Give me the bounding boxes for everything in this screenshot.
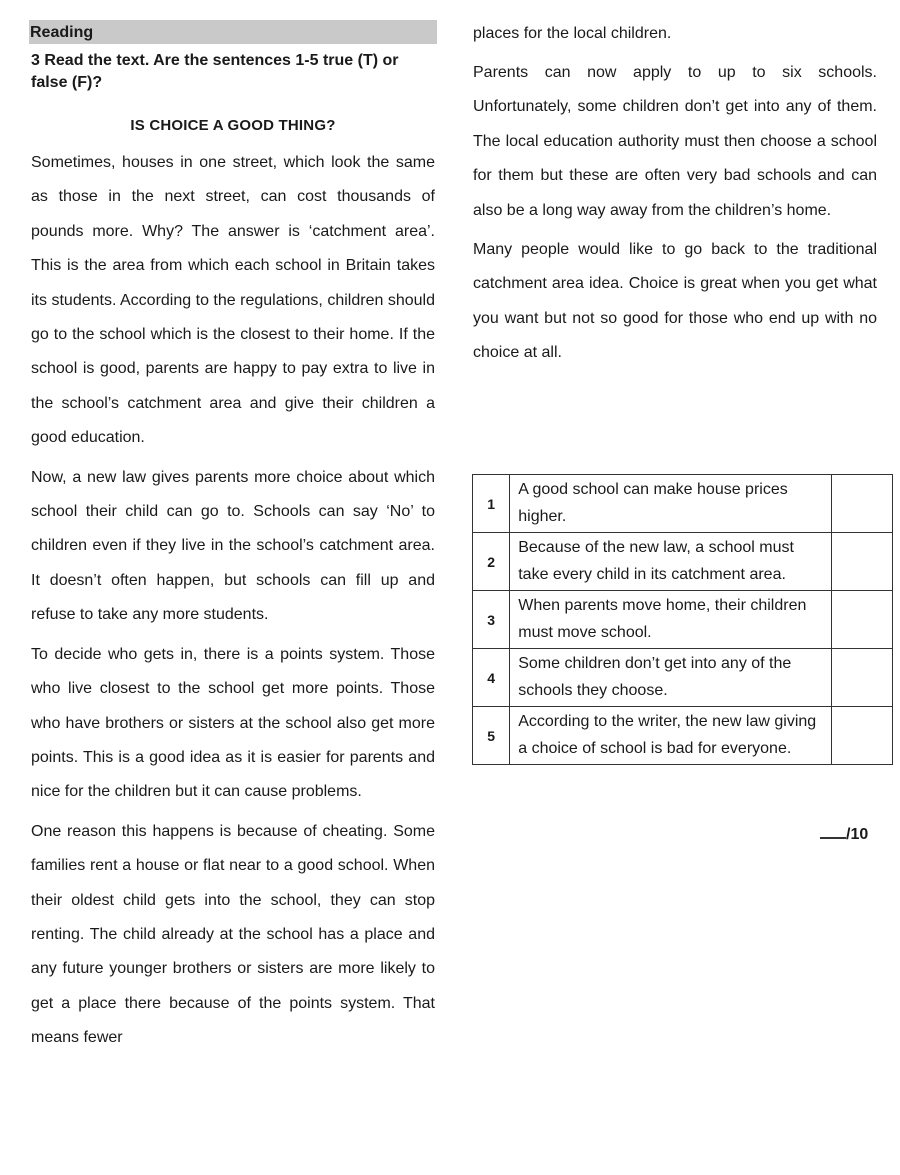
article-paragraph: To decide who gets in, there is a points system. Those who live closest to the school get more points. Those who have brothers or sisters at the school also get more points. This is a good idea as it is easier for parents and nice for the children but it can cause problems.: [31, 645, 435, 801]
article-paragraph: Many people would like to go back to the traditional catchment area idea. Choice is great when you get what you want but not so good for those who end up with no choice at all.: [473, 241, 877, 362]
question-row: [473, 475, 893, 533]
score-box: [820, 823, 868, 844]
score-total: /10: [846, 826, 869, 843]
answer-cell[interactable]: [831, 591, 892, 649]
question-statement: A good school can make house prices higher.: [510, 475, 831, 533]
question-statement: According to the writer, the new law giving a choice of school is bad for everyone.: [510, 707, 831, 765]
article-title: IS CHOICE A GOOD THING?: [130, 117, 336, 134]
question-number: 2: [473, 533, 510, 591]
article-paragraph: One reason this happens is because of cheating. Some families rent a house or flat near to a good school. When their oldest child gets into the school, they can stop renting. The child already at the school has a place and any future younger brothers or sisters are more likely to get a place there because of the points system. That means fewer: [31, 822, 435, 1047]
question-row: [473, 533, 893, 591]
right-column: [473, 20, 877, 371]
question-number: 1: [473, 475, 510, 533]
question-row: [473, 591, 893, 649]
answer-cell[interactable]: [831, 649, 892, 707]
task-instruction: 3 Read the text. Are the sentences 1-5 true (T) or false (F)?: [31, 52, 399, 91]
section-heading: Reading: [29, 20, 437, 44]
question-number: 5: [473, 707, 510, 765]
article-paragraph: places for the local children.: [473, 25, 672, 42]
question-row: [473, 649, 893, 707]
question-row: [473, 707, 893, 765]
article-paragraph: Parents can now apply to up to six schools. Unfortunately, some children don’t get into any of them. The local education authority must then choose a school for them but these are often very bad schools and can also be a long way away from the children’s home.: [473, 64, 877, 219]
true-false-table: [472, 474, 893, 765]
question-number: 3: [473, 591, 510, 649]
article-paragraph: Sometimes, houses in one street, which look the same as those in the next street, can cost thousands of pounds more. Why? The answer is ‘catchment area’. This is the area from which each school in Britain takes its students. According to the regulations, children should go to the school which is the closest to their home. If the school is good, parents are happy to pay extra to live in the school’s catchment area and give their children a good education.: [31, 154, 435, 447]
left-column: [31, 20, 435, 1056]
question-statement: When parents move home, their children must move school.: [510, 591, 831, 649]
article-paragraph: Now, a new law gives parents more choice about which school their child can go to. Schools can say ‘No’ to children even if they live in the school’s catchment area. It doesn’t often happen, but schools can fill up and refuse to take any more students.: [31, 468, 435, 624]
question-statement: Some children don’t get into any of the schools they choose.: [510, 649, 831, 707]
answer-cell[interactable]: [831, 533, 892, 591]
question-statement: Because of the new law, a school must take every child in its catchment area.: [510, 533, 831, 591]
answer-cell[interactable]: [831, 475, 892, 533]
question-number: 4: [473, 649, 510, 707]
answer-cell[interactable]: [831, 707, 892, 765]
score-blank[interactable]: [820, 823, 846, 839]
